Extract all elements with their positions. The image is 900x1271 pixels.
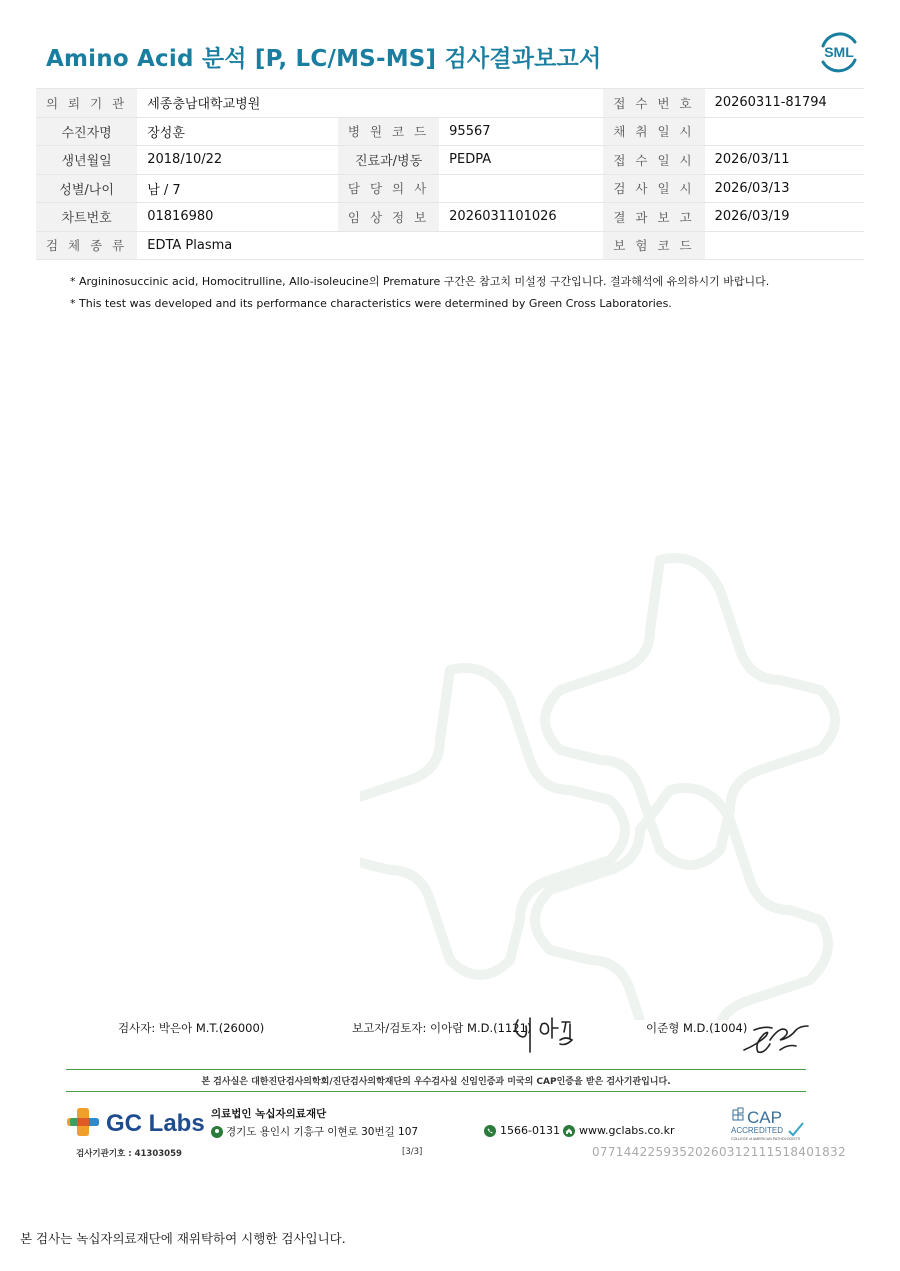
- divider: [66, 1069, 806, 1070]
- doctor-label: 담 당 의 사: [338, 174, 439, 203]
- footer-note: 본 검사는 녹십자의료재단에 재위탁하여 시행한 검사입니다.: [20, 1231, 346, 1246]
- page-number: [3/3]: [402, 1147, 423, 1157]
- insurance-label: 보 험 코 드: [603, 231, 704, 260]
- tester-signature-label: 검사자: 박은아 M.T.(26000): [118, 1021, 265, 1035]
- dept-value: PEDPA: [439, 146, 603, 175]
- receipt-date-value: 2026/03/11: [705, 146, 864, 175]
- notes: [70, 271, 769, 315]
- phone: [484, 1124, 560, 1137]
- info-row: [36, 89, 864, 118]
- cap-accredited: ACCREDITED: [731, 1126, 784, 1135]
- patient-info-table: [36, 88, 864, 260]
- birth-label: 생년월일: [36, 146, 137, 175]
- receipt-no-value: 20260311-81794: [705, 89, 864, 118]
- address: [211, 1124, 418, 1139]
- reporter-signature-label: 보고자/검토자: 이아람 M.D.(1121): [352, 1021, 532, 1035]
- info-row: [36, 174, 864, 203]
- gc-labs-logo: [66, 1104, 206, 1140]
- dept-label: 진료과/병동: [338, 146, 439, 175]
- certification-text: 본 검사실은 대한진단검사의학회/진단검사의학재단의 우수검사실 신임인증과 미국의 CAP인증을 받은 검사기관입니다.: [201, 1077, 671, 1087]
- test-date-value: 2026/03/13: [705, 174, 864, 203]
- chart-no-label: 차트번호: [36, 203, 137, 232]
- receipt-no-label: 접 수 번 호: [603, 89, 704, 118]
- doctor-value: [439, 174, 603, 203]
- info-row: [36, 117, 864, 146]
- home-icon: [563, 1125, 575, 1137]
- director-signature-label: 이준형 M.D.(1004): [646, 1021, 748, 1035]
- sex-age-value: 남 / 7: [137, 174, 338, 203]
- info-row: [36, 203, 864, 232]
- receipt-date-label: 접 수 일 시: [603, 146, 704, 175]
- chart-no-value: 01816980: [137, 203, 338, 232]
- sex-age-label: 성별/나이: [36, 174, 137, 203]
- clinical-value: 2026031101026: [439, 203, 603, 232]
- report-date-label: 결 과 보 고: [603, 203, 704, 232]
- birth-value: 2018/10/22: [137, 146, 338, 175]
- clinical-label: 임 상 정 보: [338, 203, 439, 232]
- website-text[interactable]: www.gclabs.co.kr: [579, 1124, 675, 1137]
- specimen-label: 검 체 종 류: [36, 231, 137, 260]
- location-pin-icon: [211, 1126, 223, 1138]
- collection-date-value: [705, 117, 864, 146]
- patient-name-value: 장성훈: [137, 117, 338, 146]
- collection-date-label: 채 취 일 시: [603, 117, 704, 146]
- agency-number: 검사기관기호 : 41303059: [76, 1149, 182, 1159]
- report-title: Amino Acid 분석 [P, LC/MS-MS] 검사결과보고서: [46, 46, 602, 72]
- divider: [66, 1091, 806, 1092]
- specimen-value: EDTA Plasma: [137, 231, 603, 260]
- gc-labs-logo-text: GC Labs: [106, 1110, 205, 1137]
- patient-name-label: 수진자명: [36, 117, 137, 146]
- barcode-number: 07714422593520260312111518401832: [592, 1145, 846, 1159]
- cap-subtitle: COLLEGE of AMERICAN PATHOLOGISTS: [731, 1137, 801, 1141]
- phone-text: 1566-0131: [500, 1124, 560, 1137]
- hospital-code-value: 95567: [439, 117, 603, 146]
- test-date-label: 검 사 일 시: [603, 174, 704, 203]
- sml-logo: [815, 28, 863, 76]
- website[interactable]: [563, 1124, 675, 1137]
- sml-logo-text: SML: [824, 44, 854, 60]
- foundation-name: 의료법인 녹십자의료재단: [211, 1108, 327, 1120]
- report-date-value: 2026/03/19: [705, 203, 864, 232]
- address-text: 경기도 용인시 기흥구 이현로 30번길 107: [226, 1126, 419, 1138]
- phone-icon: [484, 1125, 496, 1137]
- reporter-handwritten-signature: [512, 1012, 582, 1056]
- info-row: [36, 146, 864, 175]
- hospital-code-label: 병 원 코 드: [338, 117, 439, 146]
- insurance-value: [705, 231, 864, 260]
- institution-value: 세종충남대학교병원: [137, 89, 603, 118]
- institution-label: 의 뢰 기 관: [36, 89, 137, 118]
- note-test-developed: * This test was developed and its performance characteristics were determined by Green Cross Laboratories.: [70, 297, 672, 310]
- cap-accredited-logo: [729, 1106, 807, 1142]
- info-row: [36, 231, 864, 260]
- director-handwritten-signature: [740, 1014, 810, 1058]
- note-premature: * Argininosuccinic acid, Homocitrulline, Allo-isoleucine의 Premature 구간은 참고치 미설정 구간입니다. 결과해석에 유의하시기 바랍니다.: [70, 275, 770, 288]
- watermark-cross-icon: [360, 540, 840, 1020]
- cap-name: CAP: [747, 1108, 782, 1127]
